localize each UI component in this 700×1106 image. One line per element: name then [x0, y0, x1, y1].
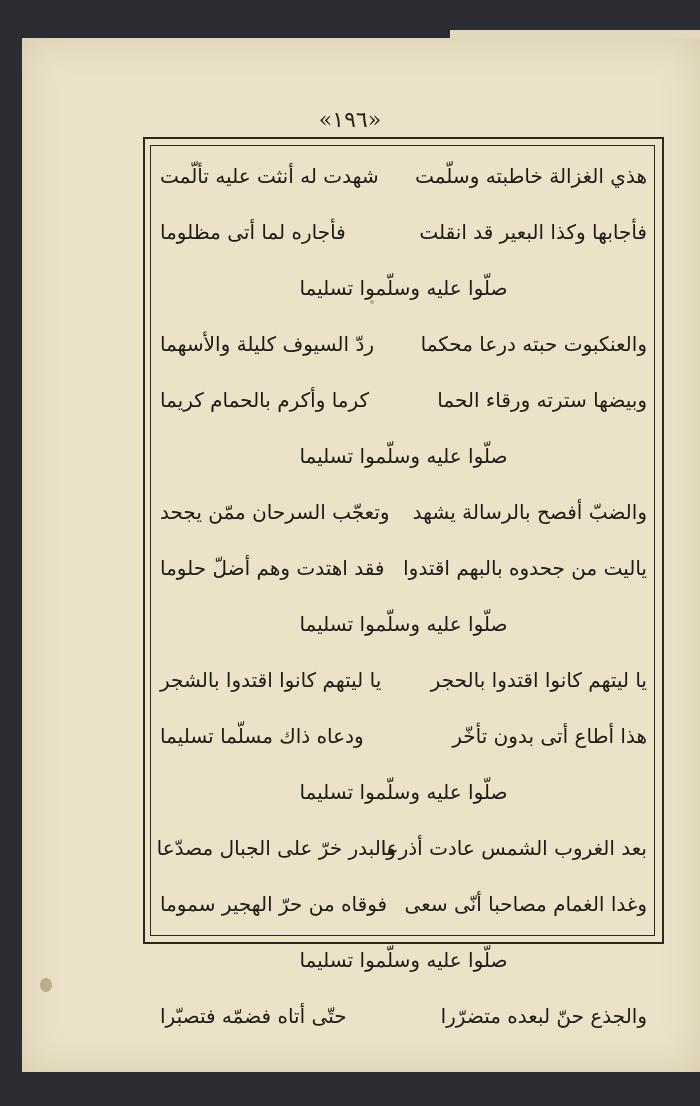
verse-line: [160, 316, 647, 372]
verse-line: [160, 148, 647, 204]
verse-first-hemistich: وبيضها سترته ورقاء الحما: [437, 388, 647, 412]
verse-first-hemistich: ياليت من جحدوه بالبهم اقتدوا: [403, 556, 647, 580]
verse-first-hemistich: يا ليتهم كانوا اقتدوا بالحجر: [430, 668, 647, 692]
stanza: [160, 148, 647, 316]
verse-second-hemistich: فقد اهتدت وهم أضلّ حلوما: [160, 556, 385, 580]
verse-second-hemistich: ردّ السيوف كليلة والأسهما: [160, 332, 375, 356]
verse-first-hemistich: والعنكبوت حبته درعا محكما: [420, 332, 647, 356]
verse-second-hemistich: ودعاه ذاك مسلّما تسليما: [160, 724, 364, 748]
refrain-line: صلّوا عليه وسلّموا تسليما: [299, 948, 508, 972]
verse-line: [156, 820, 647, 876]
ink-stain: [40, 978, 52, 992]
stanza: [160, 652, 647, 820]
verse-line: [160, 988, 647, 1044]
verse-first-hemistich: وغدا الغمام مصاحبا أنّى سعى: [404, 892, 647, 916]
verse-line: [160, 876, 647, 932]
stanza: [160, 484, 647, 652]
verse-first-hemistich: هذا أطاع أتى بدون تأخّر: [452, 724, 647, 748]
verse-line: [160, 540, 647, 596]
verse-first-hemistich: والجذع حنّ لبعده متضرّرا: [440, 1004, 647, 1028]
refrain-line: صلّوا عليه وسلّموا تسليما: [299, 612, 508, 636]
verse-line: [160, 204, 647, 260]
verse-second-hemistich: والبدر خرّ على الجبال مصدّعا: [156, 836, 396, 860]
verse-first-hemistich: فأجابها وكذا البعير قد انقلت: [419, 220, 647, 244]
refrain-line: صلّوا عليه وسلّموا تسليما: [299, 276, 508, 300]
verse-second-hemistich: شهدت له أنثت عليه تألّمت: [160, 164, 379, 188]
poem-body: [156, 148, 647, 1028]
verse-line: [160, 484, 647, 540]
verse-second-hemistich: كرما وأكرم بالحمام كريما: [160, 388, 370, 412]
verse-line: [160, 652, 647, 708]
verse-first-hemistich: بعد الغروب الشمس عادت أذرعا: [380, 836, 647, 860]
verse-second-hemistich: فوقاه من حرّ الهجير سموما: [160, 892, 388, 916]
stanza: [160, 988, 647, 1044]
refrain-line: صلّوا عليه وسلّموا تسليما: [299, 444, 508, 468]
verse-line: [160, 372, 647, 428]
verse-second-hemistich: يا ليتهم كانوا اقتدوا بالشجر: [160, 668, 382, 692]
page-number: «١٩٦»: [318, 108, 382, 133]
verse-second-hemistich: وتعجّب السرحان ممّن يجحد: [160, 500, 390, 524]
verse-first-hemistich: هذي الغزالة خاطبته وسلّمت: [415, 164, 647, 188]
verse-second-hemistich: فأجاره لما أتى مظلوما: [160, 220, 346, 244]
verse-line: [160, 708, 647, 764]
stanza: [160, 316, 647, 484]
verse-second-hemistich: حتّى أتاه فضمّه فتصبّرا: [160, 1004, 347, 1028]
refrain-line: صلّوا عليه وسلّموا تسليما: [299, 780, 508, 804]
stanza: [156, 820, 647, 988]
verse-first-hemistich: والضبّ أفصح بالرسالة يشهد: [412, 500, 647, 524]
